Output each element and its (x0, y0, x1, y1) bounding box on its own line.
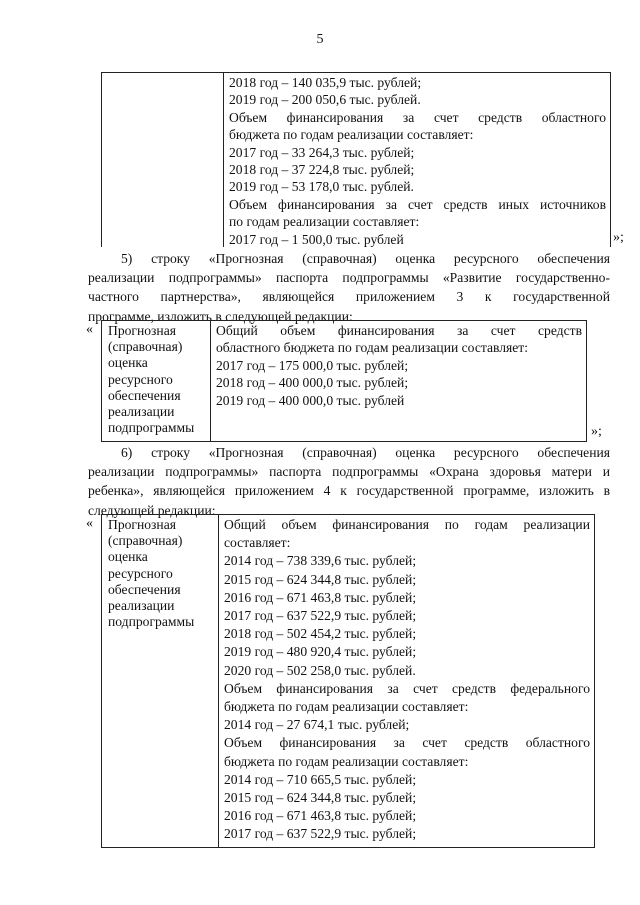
closing-quote-mark: »; (613, 230, 624, 245)
text-line: 5) строку «Прогнозная (справочная) оценка ресурсного обеспечения (121, 251, 610, 266)
text-line: 2017 год – 637 522,9 тыс. рублей; (224, 608, 417, 624)
text-line: реализации подпрограммы» паспорта подпрограммы «Развитие государственно- (88, 270, 610, 286)
table-label-cell (102, 515, 216, 630)
text-line: Объем финансирования за счет средств областного (224, 735, 590, 751)
opening-quote-mark: « (86, 322, 93, 337)
text-line: областного бюджета по годам реализации составляет: (216, 340, 529, 356)
paragraph-5 (88, 249, 610, 326)
text-line: 6) строку «Прогнозная (справочная) оценка ресурсного обеспечения (121, 445, 610, 460)
label-line: обеспечения (108, 387, 181, 403)
text-line: следующей редакции: (88, 502, 216, 518)
closing-quote-mark: »; (591, 424, 602, 439)
text-line: 2014 год – 710 665,5 тыс. рублей; (224, 771, 417, 787)
table-resource-health (101, 514, 595, 848)
text-line: реализации подпрограммы» паспорта подпрограммы «Охрана здоровья матери и (88, 464, 610, 480)
text-line: 2017 год – 175 000,0 тыс. рублей; (216, 357, 409, 373)
text-line: Объем финансирования за счет средств федерального (224, 680, 590, 696)
text-line: 2015 год – 624 344,8 тыс. рублей; (224, 790, 417, 806)
text-line: 2017 год – 637 522,9 тыс. рублей; (224, 826, 417, 842)
text-line: 2018 год – 140 035,9 тыс. рублей; (229, 75, 422, 90)
label-line: Прогнозная (108, 517, 176, 532)
text-line: 2017 год – 33 264,3 тыс. рублей; (229, 144, 415, 160)
label-line: подпрограммы (108, 614, 195, 630)
text-line: частного партнерства», являющейся приложением 3 к государственной (88, 289, 610, 305)
text-line: бюджета по годам реализации составляет: (224, 699, 469, 715)
label-line: оценка (108, 549, 148, 565)
text-line: 2019 год – 200 050,6 тыс. рублей. (229, 92, 421, 108)
text-line: 2014 год – 27 674,1 тыс. рублей; (224, 717, 410, 733)
text-line: бюджета по годам реализации составляет: (229, 127, 474, 143)
text-line: 2018 год – 37 224,8 тыс. рублей; (229, 162, 415, 178)
text-line: 2014 год – 738 339,6 тыс. рублей; (224, 553, 417, 569)
text-line: бюджета по годам реализации составляет: (224, 753, 469, 769)
text-line: 2020 год – 502 258,0 тыс. рублей. (224, 662, 416, 678)
text-line: программе, изложить в следующей редакции: (88, 308, 353, 324)
text-line: 2015 год – 624 344,8 тыс. рублей; (224, 571, 417, 587)
label-line: подпрограммы (108, 420, 195, 436)
table-value-cell (219, 515, 594, 844)
table-resource-ppp (101, 320, 587, 442)
paragraph-6 (88, 443, 610, 520)
text-line: составляет: (224, 535, 291, 551)
page-number: 5 (316, 32, 324, 47)
table-continuation (101, 72, 611, 247)
text-line: Объем финансирования за счет средств иных источников (229, 196, 606, 212)
label-line: реализации (108, 404, 175, 420)
text-line: 2018 год – 400 000,0 тыс. рублей; (216, 375, 409, 391)
table-label-cell (102, 321, 208, 436)
text-line: 2019 год – 480 920,4 тыс. рублей; (224, 644, 417, 660)
label-line: Прогнозная (108, 323, 176, 338)
table-left-column (102, 73, 224, 247)
text-line: 2016 год – 671 463,8 тыс. рублей; (224, 589, 417, 605)
table-value-cell (211, 321, 586, 409)
label-line: (справочная) (108, 533, 183, 549)
text-line: 2019 год – 53 178,0 тыс. рублей. (229, 179, 414, 195)
text-line: по годам реализации составляет: (229, 214, 420, 230)
label-line: обеспечения (108, 581, 181, 597)
text-line: 2016 год – 671 463,8 тыс. рублей; (224, 808, 417, 824)
text-line: Объем финансирования за счет средств областного (229, 109, 606, 125)
table-right-cell (224, 73, 610, 248)
text-line: 2018 год – 502 454,2 тыс. рублей; (224, 626, 417, 642)
opening-quote-mark: « (86, 516, 93, 531)
text-line: 2019 год – 400 000,0 тыс. рублей (216, 392, 405, 408)
text-line: 2017 год – 1 500,0 тыс. рублей (229, 231, 404, 247)
text-line: Общий объем финансирования по годам реализации (224, 517, 590, 532)
text-line: ребенка», являющейся приложением 4 к государственной программе, изложить в (88, 483, 610, 499)
label-line: ресурсного (108, 565, 173, 581)
label-line: оценка (108, 355, 148, 371)
label-line: ресурсного (108, 371, 173, 387)
text-line: Общий объем финансирования за счет средств (216, 323, 582, 338)
label-line: реализации (108, 598, 175, 614)
label-line: (справочная) (108, 339, 183, 355)
